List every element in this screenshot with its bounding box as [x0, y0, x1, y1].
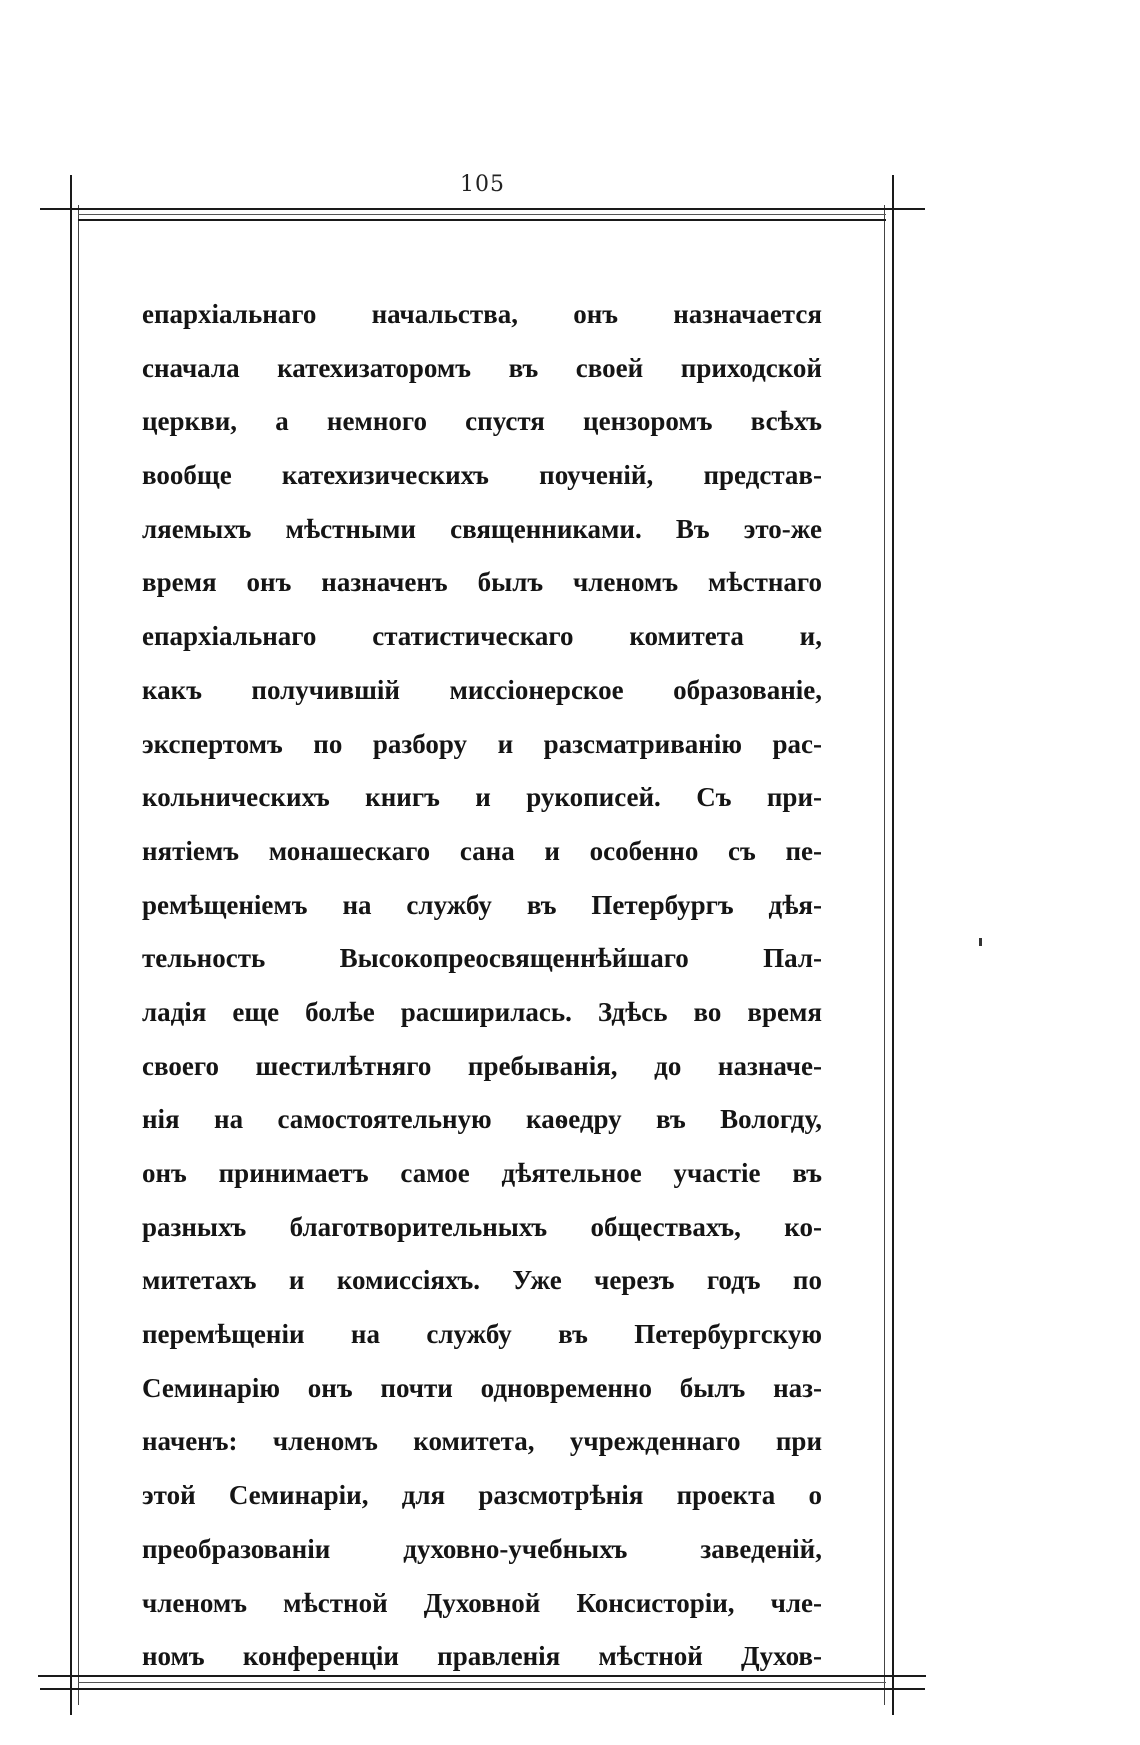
text-line: ремѣщеніемъ на службу въ Петербургъ дѣя-	[142, 889, 822, 920]
text-line: нятіемъ монашескаго сана и особенно съ пе-	[142, 835, 822, 866]
text-line: разныхъ благотворительныхъ обществахъ, ко-	[142, 1211, 822, 1242]
text-line: сначала катехизаторомъ въ своей приходской	[142, 352, 822, 383]
scan-speck	[979, 938, 982, 946]
frame-top-inner-rule	[78, 219, 886, 221]
page-number: 105	[460, 172, 505, 197]
frame-left-inner-rule	[78, 205, 79, 1705]
text-line: кольническихъ книгъ и рукописей. Съ при-	[142, 782, 822, 813]
text-line: тельность Высокопреосвященнѣйшаго Пал-	[142, 943, 822, 974]
text-line: этой Семинаріи, для разсмотрѣнія проекта о	[142, 1480, 822, 1511]
text-line: митетахъ и комиссіяхъ. Уже черезъ годъ по	[142, 1265, 822, 1296]
frame-top-thin-rule	[78, 214, 886, 215]
text-line: епархіальнаго начальства, онъ назначается	[142, 299, 822, 329]
text-line: вообще катехизическихъ поученій, представ-	[142, 460, 822, 491]
text-line: церкви, а немного спустя цензоромъ всѣхъ	[142, 406, 822, 437]
text-line: номъ конференціи правленія мѣстной Духов-	[142, 1641, 822, 1672]
text-line: Семинарію онъ почти одновременно былъ наз-	[142, 1372, 822, 1403]
frame-right-inner-rule	[884, 205, 885, 1705]
frame-top-rule	[40, 208, 925, 210]
text-line: ляемыхъ мѣстными священниками. Въ это-же	[142, 513, 822, 544]
text-line: экспертомъ по разбору и разсматриванію рас-	[142, 728, 822, 759]
text-line: перемѣщеніи на службу въ Петербургскую	[142, 1319, 822, 1350]
text-line: епархіальнаго статистическаго комитета и,	[142, 621, 822, 652]
text-line: нія на самостоятельную каѳедру въ Вологду,	[142, 1104, 822, 1135]
frame-right-outer-rule	[892, 175, 894, 1715]
text-line: время онъ назначенъ былъ членомъ мѣстнаго	[142, 567, 822, 598]
text-line: членомъ мѣстной Духовной Консисторіи, чле-	[142, 1587, 822, 1618]
text-line: какъ получившій миссіонерское образованіе,	[142, 674, 822, 705]
text-line: ладія еще болѣе расширилась. Здѣсь во время	[142, 996, 822, 1027]
body-text	[142, 288, 822, 1684]
frame-left-outer-rule	[70, 175, 72, 1715]
text-line: наченъ: членомъ комитета, учрежденнаго при	[142, 1426, 822, 1457]
text-line: своего шестилѣтняго пребыванія, до назначе-	[142, 1050, 822, 1081]
frame-bottom-rule	[40, 1688, 925, 1690]
text-line: онъ принимаетъ самое дѣятельное участіе въ	[142, 1158, 822, 1188]
text-line: преобразованіи духовно-учебныхъ заведеній,	[142, 1533, 822, 1564]
